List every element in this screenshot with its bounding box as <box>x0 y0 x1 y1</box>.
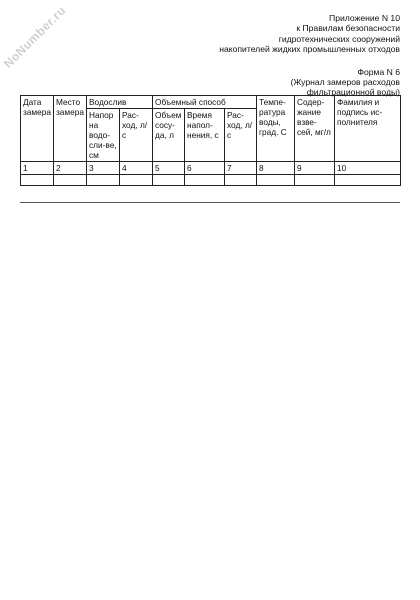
col-header-vzvesi: Содер-жание взве-сей, мг/л <box>295 96 335 162</box>
col-header-temperature: Темпе-ратура воды, град. С <box>257 96 295 162</box>
empty-cell <box>54 175 87 186</box>
col-header-napor: Напор на водо-сли-ве, см <box>87 109 120 162</box>
appendix-line-2: гидротехнических сооружений <box>278 33 400 44</box>
journal-table <box>20 95 401 186</box>
empty-cell <box>257 175 295 186</box>
appendix-line-1: к Правилам безопасности <box>296 23 400 34</box>
empty-cell <box>21 175 54 186</box>
col-header-place: Место замера <box>54 96 87 162</box>
column-number: 3 <box>87 162 120 175</box>
col-header-rashod-vodosliv: Рас-ход, л/с <box>120 109 153 162</box>
group-header-vodosliv: Водослив <box>87 96 153 109</box>
form-subtitle-line-2: фильтрационной воды) <box>306 87 400 98</box>
column-number: 8 <box>257 162 295 175</box>
form-title: Форма N 6 <box>357 66 400 77</box>
column-number: 10 <box>335 162 401 175</box>
empty-cell <box>335 175 401 186</box>
col-header-date: Дата замера <box>21 96 54 162</box>
empty-cell <box>153 175 185 186</box>
empty-cell <box>185 175 225 186</box>
col-header-obem-sosuda: Объем сосу-да, л <box>153 109 185 162</box>
appendix-line-3: накопителей жидких промышленных отходов <box>219 44 400 55</box>
form-subtitle-line-1: (Журнал замеров расходов <box>290 77 400 88</box>
column-number: 7 <box>225 162 257 175</box>
col-header-vremya: Время напол-нения, с <box>185 109 225 162</box>
empty-cell <box>295 175 335 186</box>
watermark: NoNumber.ru <box>0 3 69 71</box>
empty-cell <box>120 175 153 186</box>
column-number: 5 <box>153 162 185 175</box>
appendix-title: Приложение N 10 <box>329 13 400 23</box>
bottom-divider <box>20 202 400 203</box>
col-header-fio: Фамилия и подпись ис-полнителя <box>335 96 401 162</box>
column-number: 9 <box>295 162 335 175</box>
document-header <box>100 13 400 98</box>
header-row-group <box>21 96 401 109</box>
group-header-obemny: Объемный способ <box>153 96 257 109</box>
column-number: 6 <box>185 162 225 175</box>
column-number: 1 <box>21 162 54 175</box>
col-header-rashod-obem: Рас-ход, л/с <box>225 109 257 162</box>
column-number: 4 <box>120 162 153 175</box>
column-number-row <box>21 162 401 175</box>
empty-cell <box>225 175 257 186</box>
column-number: 2 <box>54 162 87 175</box>
empty-cell <box>87 175 120 186</box>
empty-data-row <box>21 175 401 186</box>
